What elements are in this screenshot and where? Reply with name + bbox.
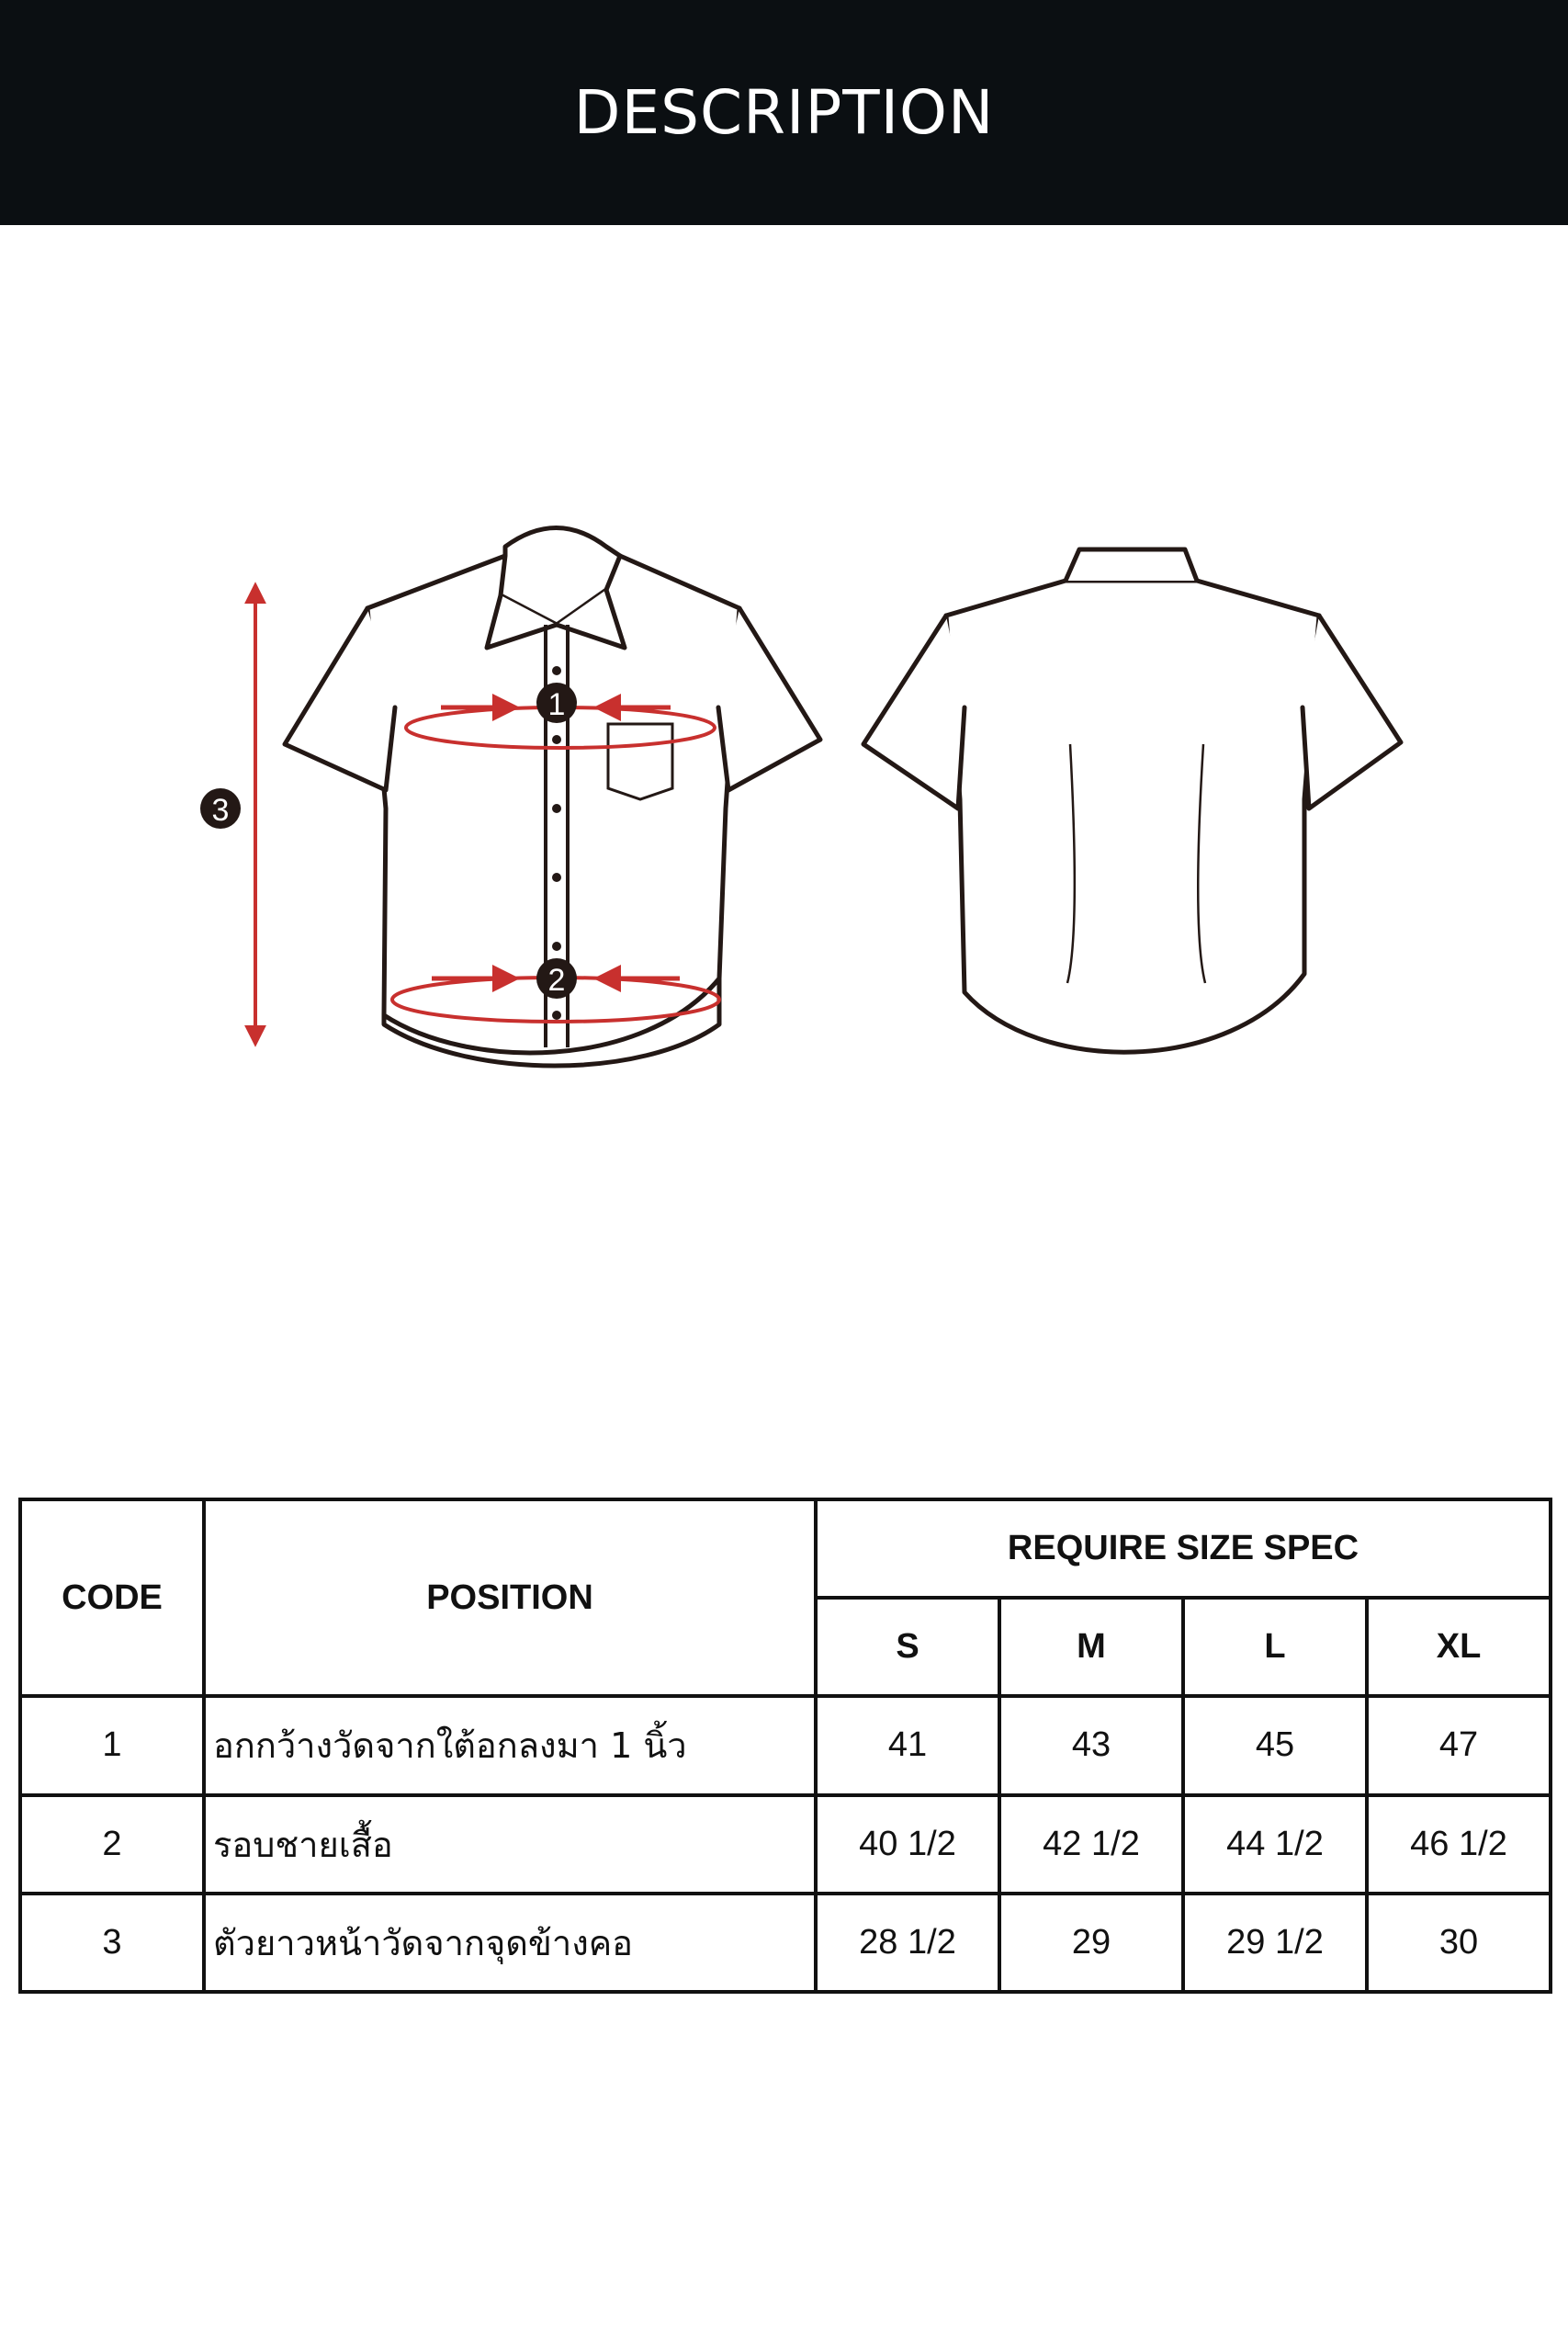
size-diagram xyxy=(0,514,1568,1102)
marker-3 xyxy=(200,788,241,829)
marker-3-label: 3 xyxy=(211,793,230,828)
row-value-xl: 47 xyxy=(1367,1696,1551,1794)
row-code: 3 xyxy=(20,1894,204,1992)
header-size-l: L xyxy=(1183,1598,1367,1696)
row-value-s: 28 1/2 xyxy=(816,1894,999,1992)
size-spec-table xyxy=(18,1498,1552,1994)
row-value-l: 29 1/2 xyxy=(1183,1894,1367,1992)
row-value-m: 43 xyxy=(999,1696,1183,1794)
row-value-xl: 46 1/2 xyxy=(1367,1795,1551,1894)
page-title: DESCRIPTION xyxy=(573,77,995,148)
row-value-l: 44 1/2 xyxy=(1183,1795,1367,1894)
header-size-m: M xyxy=(999,1598,1183,1696)
row-value-s: 40 1/2 xyxy=(816,1795,999,1894)
shirt-back-icon xyxy=(863,549,1401,1052)
row-value-s: 41 xyxy=(816,1696,999,1794)
row-value-l: 45 xyxy=(1183,1696,1367,1794)
header-size-xl: XL xyxy=(1367,1598,1551,1696)
row-value-m: 42 1/2 xyxy=(999,1795,1183,1894)
row-code: 1 xyxy=(20,1696,204,1794)
row-position: อกกว้างวัดจากใต้อกลงมา 1 นิ้ว xyxy=(204,1696,816,1794)
row-position: รอบชายเสื้อ xyxy=(204,1795,816,1894)
marker-1-label: 1 xyxy=(547,687,566,722)
marker-2 xyxy=(536,958,577,999)
table-header-row xyxy=(20,1499,1551,1598)
row-code: 2 xyxy=(20,1795,204,1894)
marker-2-label: 2 xyxy=(547,963,566,998)
table-row xyxy=(20,1795,1551,1894)
marker-1 xyxy=(536,683,577,723)
header-code: CODE xyxy=(20,1499,204,1696)
row-position: ตัวยาวหน้าวัดจากจุดข้างคอ xyxy=(204,1894,816,1992)
table-row xyxy=(20,1894,1551,1992)
header-bar xyxy=(0,0,1568,225)
table-row xyxy=(20,1696,1551,1794)
row-value-m: 29 xyxy=(999,1894,1183,1992)
row-value-xl: 30 xyxy=(1367,1894,1551,1992)
header-position: POSITION xyxy=(204,1499,816,1696)
header-spec-group: REQUIRE SIZE SPEC xyxy=(816,1499,1551,1598)
header-size-s: S xyxy=(816,1598,999,1696)
